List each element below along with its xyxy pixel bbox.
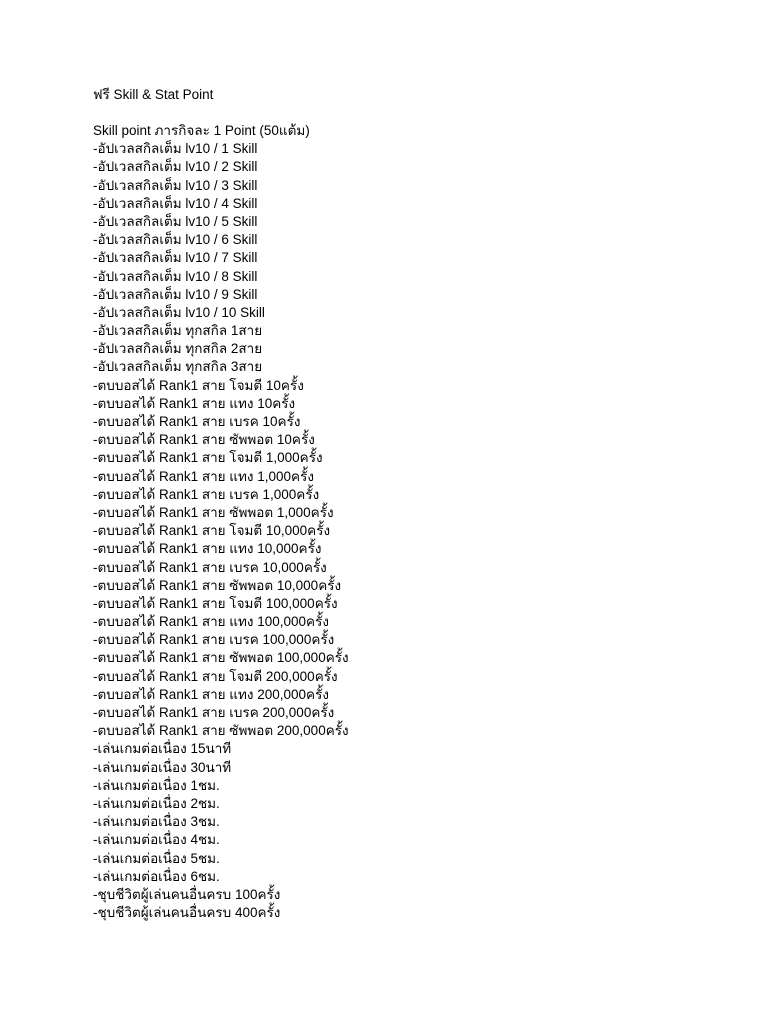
- blank-line: [93, 104, 733, 122]
- list-item: -ตบบอสได้ Rank1 สาย เบรค 10,000ครั้ง: [93, 559, 327, 575]
- list-item: -ตบบอสได้ Rank1 สาย โจมตี 1,000ครั้ง: [93, 450, 323, 466]
- list-item: -ตบบอสได้ Rank1 สาย เบรค 1,000ครั้ง: [93, 486, 320, 502]
- list-item: -ตบบอสได้ Rank1 สาย แทง 1,000ครั้ง: [93, 468, 314, 484]
- list-item: -ตบบอสได้ Rank1 สาย แทง 10,000ครั้ง: [93, 541, 322, 557]
- list-item: -อัปเวลสกิลเต็ม lv10 / 8 Skill: [93, 268, 258, 284]
- list-item: -ตบบอสได้ Rank1 สาย เบรค 100,000ครั้ง: [93, 632, 335, 648]
- list-item: -ตบบอสได้ Rank1 สาย ซัพพอต 10ครั้ง: [93, 432, 315, 448]
- section-heading: Skill point ภารกิจละ 1 Point (50แต้ม): [93, 123, 310, 138]
- document-page: [93, 86, 733, 922]
- list-item: -เล่นเกมต่อเนื่อง 3ชม.: [93, 814, 220, 830]
- list-item: -ตบบอสได้ Rank1 สาย เบรค 10ครั้ง: [93, 414, 301, 429]
- document-body: [93, 122, 733, 922]
- list-item: -ตบบอสได้ Rank1 สาย ซัพพอต 10,000ครั้ง: [93, 577, 342, 593]
- list-item: -ตบบอสได้ Rank1 สาย โจมตี 200,000ครั้ง: [93, 668, 338, 684]
- list-item: -ตบบอสได้ Rank1 สาย เบรค 200,000ครั้ง: [93, 705, 335, 720]
- list-item: -เล่นเกมต่อเนื่อง 1ชม.: [93, 777, 220, 793]
- list-item: -ตบบอสได้ Rank1 สาย แทง 200,000ครั้ง: [93, 686, 329, 702]
- list-item: -ตบบอสได้ Rank1 สาย โจมตี 10ครั้ง: [93, 377, 304, 393]
- list-item: -ตบบอสได้ Rank1 สาย โจมตี 10,000ครั้ง: [93, 523, 331, 539]
- list-item: -อัปเวลสกิลเต็ม ทุกสกิล 2สาย: [93, 341, 263, 357]
- list-item: -เล่นเกมต่อเนื่อง 5ชม.: [93, 850, 220, 866]
- list-item: -ตบบอสได้ Rank1 สาย แทง 10ครั้ง: [93, 395, 296, 411]
- list-item: -เล่นเกมต่อเนื่อง 4ชม.: [93, 832, 220, 848]
- list-item: -ตบบอสได้ Rank1 สาย ซัพพอต 200,000ครั้ง: [93, 723, 349, 739]
- list-item: -เล่นเกมต่อเนื่อง 2ชม.: [93, 795, 220, 811]
- list-item: -อัปเวลสกิลเต็ม lv10 / 3 Skill: [93, 177, 258, 193]
- list-item: -อัปเวลสกิลเต็ม lv10 / 7 Skill: [93, 250, 258, 266]
- list-item: -ตบบอสได้ Rank1 สาย ซัพพอต 100,000ครั้ง: [93, 650, 349, 666]
- list-item: -อัปเวลสกิลเต็ม lv10 / 4 Skill: [93, 195, 258, 211]
- list-item: -ชุบชีวิตผู้เล่นคนอื่นครบ 100ครั้ง: [93, 886, 281, 902]
- list-item: -ชุบชีวิตผู้เล่นคนอื่นครบ 400ครั้ง: [93, 905, 281, 921]
- list-item: -อัปเวลสกิลเต็ม ทุกสกิล 3สาย: [93, 359, 263, 375]
- list-item: -เล่นเกมต่อเนื่อง 30นาที: [93, 759, 232, 775]
- list-item: -อัปเวลสกิลเต็ม ทุกสกิล 1สาย: [93, 323, 263, 339]
- list-item: -ตบบอสได้ Rank1 สาย แทง 100,000ครั้ง: [93, 614, 329, 630]
- list-item: -อัปเวลสกิลเต็ม lv10 / 2 Skill: [93, 159, 258, 175]
- list-item: -ตบบอสได้ Rank1 สาย ซัพพอต 1,000ครั้ง: [93, 504, 334, 520]
- document-title: ฟรี Skill & Stat Point: [93, 87, 214, 102]
- list-item: -เล่นเกมต่อเนื่อง 15นาที: [93, 741, 232, 757]
- list-item: -เล่นเกมต่อเนื่อง 6ชม.: [93, 868, 220, 884]
- list-item: -อัปเวลสกิลเต็ม lv10 / 10 Skill: [93, 304, 265, 320]
- list-item: -อัปเวลสกิลเต็ม lv10 / 9 Skill: [93, 286, 258, 302]
- list-item: -อัปเวลสกิลเต็ม lv10 / 6 Skill: [93, 232, 258, 248]
- list-item: -อัปเวลสกิลเต็ม lv10 / 5 Skill: [93, 213, 258, 229]
- list-item: -อัปเวลสกิลเต็ม lv10 / 1 Skill: [93, 141, 258, 157]
- list-item: -ตบบอสได้ Rank1 สาย โจมตี 100,000ครั้ง: [93, 595, 338, 611]
